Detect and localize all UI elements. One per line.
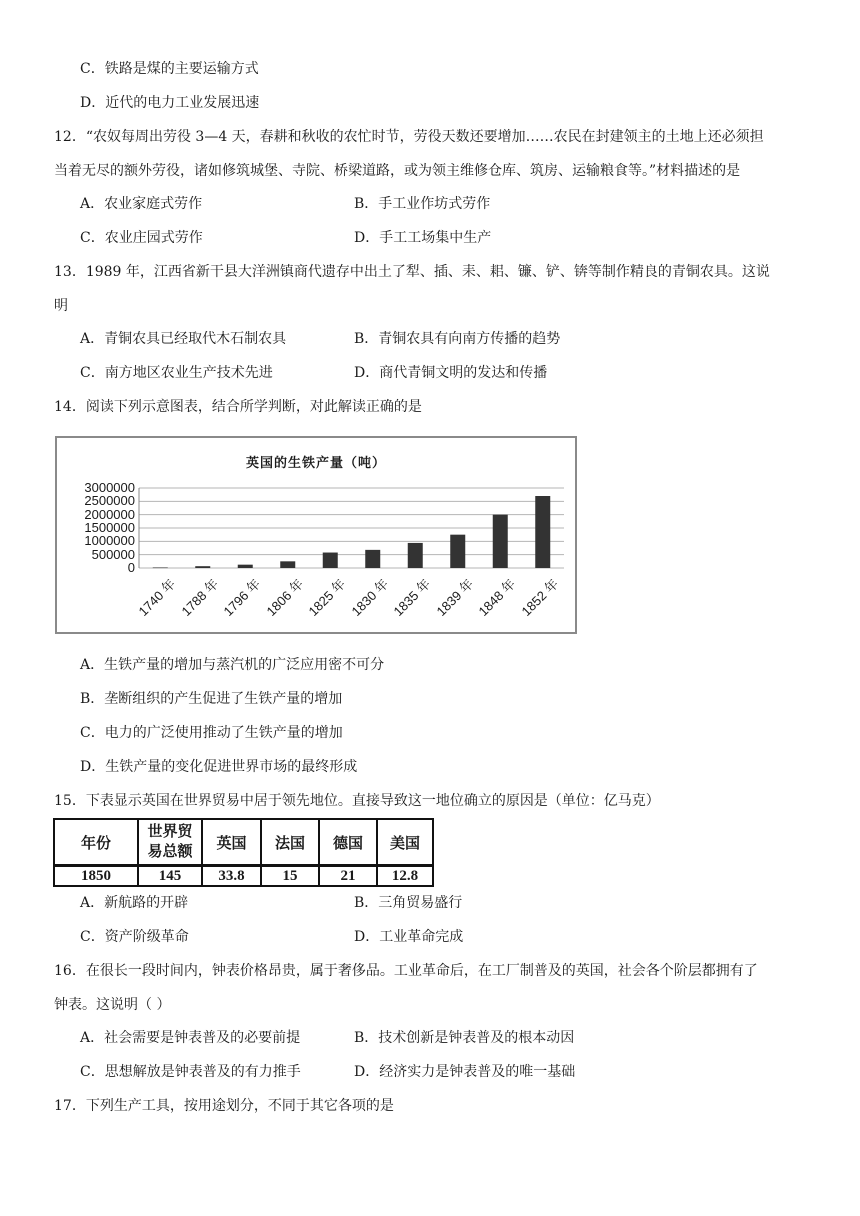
q13-option-a: A．青铜农具已经取代木石制农具 xyxy=(80,331,287,347)
q13-option-b: B．青铜农具有向南方传播的趋势 xyxy=(354,331,561,347)
q12-stem-line1: 12．“农奴每周出劳役 3—4 天，春耕和秋收的农忙时节，劳役天数还要增加……农民在封建领主的土地上还必须担 xyxy=(54,129,764,145)
x-tick-label: 1796 年 xyxy=(220,576,264,619)
q17-stem: 17．下列生产工具，按用途划分，不同于其它各项的是 xyxy=(54,1098,394,1114)
table-row xyxy=(54,866,433,887)
table-cell: 21 xyxy=(319,866,377,887)
bar xyxy=(238,565,253,568)
table-header-cell: 法国 xyxy=(261,819,319,866)
trade-table xyxy=(53,818,434,887)
table-cell: 15 xyxy=(261,866,319,887)
bar xyxy=(280,561,295,568)
x-tick-label: 1835 年 xyxy=(390,576,434,619)
table-cell: 145 xyxy=(138,866,202,887)
q14-stem: 14．阅读下列示意图表，结合所学判断，对此解读正确的是 xyxy=(54,399,422,415)
table-header-cell: 德国 xyxy=(319,819,377,866)
x-tick-label: 1825 年 xyxy=(305,576,349,619)
y-tick-label: 0 xyxy=(127,560,135,575)
x-tick-label: 1852 年 xyxy=(518,576,562,619)
q14-option-d: D．生铁产量的变化促进世界市场的最终形成 xyxy=(80,759,358,775)
x-tick-label: 1839 年 xyxy=(433,576,477,619)
y-tick-label: 1500000 xyxy=(84,520,135,535)
q16-stem-line2: 钟表。这说明（ ） xyxy=(54,997,171,1013)
q12-option-d: D．手工工场集中生产 xyxy=(354,230,492,246)
q15-stem: 15．下表显示英国在世界贸易中居于领先地位。直接导致这一地位确立的原因是（单位：亿马克） xyxy=(54,793,660,809)
q14-option-b: B．垄断组织的产生促进了生铁产量的增加 xyxy=(80,691,343,707)
q13-option-d: D．商代青铜文明的发达和传播 xyxy=(354,365,548,381)
x-tick-label: 1806 年 xyxy=(263,576,307,619)
q15-option-a: A．新航路的开辟 xyxy=(80,895,189,911)
x-tick-label: 1740 年 xyxy=(135,576,179,619)
y-tick-label: 2000000 xyxy=(84,506,135,522)
q13-stem-line2: 明 xyxy=(54,298,68,314)
q14-option-a: A．生铁产量的增加与蒸汽机的广泛应用密不可分 xyxy=(80,657,385,673)
bar xyxy=(450,535,465,568)
q12-option-a: A．农业家庭式劳作 xyxy=(80,196,203,212)
q11-option-d xyxy=(80,93,259,113)
y-tick-label: 500000 xyxy=(91,546,135,562)
table-cell: 33.8 xyxy=(202,866,261,887)
bar xyxy=(365,550,380,568)
q12-option-c: C．农业庄园式劳作 xyxy=(80,230,203,246)
q13-stem-line1: 13．1989 年，江西省新干县大洋洲镇商代遗存中出土了犁、插、耒、耜、镰、铲、锛等制作精良的青铜农具。这说 xyxy=(54,264,770,280)
table-header-cell: 世界贸 易总额 xyxy=(138,819,202,866)
table-header-row xyxy=(54,819,433,866)
chart-title: 英国的生铁产量（吨） xyxy=(245,456,386,471)
bar xyxy=(323,553,338,568)
x-tick-label: 1830 年 xyxy=(348,576,392,619)
y-tick-label: 1000000 xyxy=(84,533,135,549)
bar xyxy=(195,566,210,568)
q16-option-b: B．技术创新是钟表普及的根本动因 xyxy=(354,1030,575,1046)
q16-stem-line1: 16．在很长一段时间内，钟表价格昂贵，属于奢侈品。工业革命后，在工厂制普及的英国，社会各个阶层都拥有了 xyxy=(54,963,758,979)
table-cell: 12.8 xyxy=(377,866,433,887)
table-header-cell: 英国 xyxy=(202,819,261,866)
q12-stem-line2: 当着无尽的额外劳役，诸如修筑城堡、寺院、桥梁道路，或为领主维修仓库、筑房、运输粮食等。”材料描述的是 xyxy=(54,163,741,179)
q16-option-c: C．思想解放是钟表普及的有力推手 xyxy=(80,1064,301,1080)
table-header-cell: 美国 xyxy=(377,819,433,866)
q11-option-c xyxy=(80,59,259,79)
bar xyxy=(493,515,508,568)
option-text: 近代的电力工业发展迅速 xyxy=(105,95,260,111)
q16-option-d: D．经济实力是钟表普及的唯一基础 xyxy=(354,1064,576,1080)
q15-option-c: C．资产阶级革命 xyxy=(80,929,189,945)
q13-option-c: C．南方地区农业生产技术先进 xyxy=(80,365,273,381)
table-header-cell: 年份 xyxy=(54,819,138,866)
table-cell: 1850 xyxy=(54,866,138,887)
x-tick-label: 1848 年 xyxy=(475,576,519,619)
bar xyxy=(408,543,423,568)
bar xyxy=(535,496,550,568)
bar xyxy=(153,567,168,568)
y-tick-label: 2500000 xyxy=(84,493,135,509)
q14-option-c: C．电力的广泛使用推动了生铁产量的增加 xyxy=(80,725,343,741)
q12-option-b: B．手工业作坊式劳作 xyxy=(354,196,491,212)
x-tick-label: 1788 年 xyxy=(178,576,222,619)
option-letter: D． xyxy=(80,95,106,111)
q15-option-b: B．三角贸易盛行 xyxy=(354,895,463,911)
option-text: 铁路是煤的主要运输方式 xyxy=(104,61,259,77)
y-tick-label: 3000000 xyxy=(84,480,135,495)
q15-option-d: D．工业革命完成 xyxy=(354,929,464,945)
q16-option-a: A．社会需要是钟表普及的必要前提 xyxy=(80,1030,301,1046)
option-letter: C． xyxy=(80,61,105,77)
